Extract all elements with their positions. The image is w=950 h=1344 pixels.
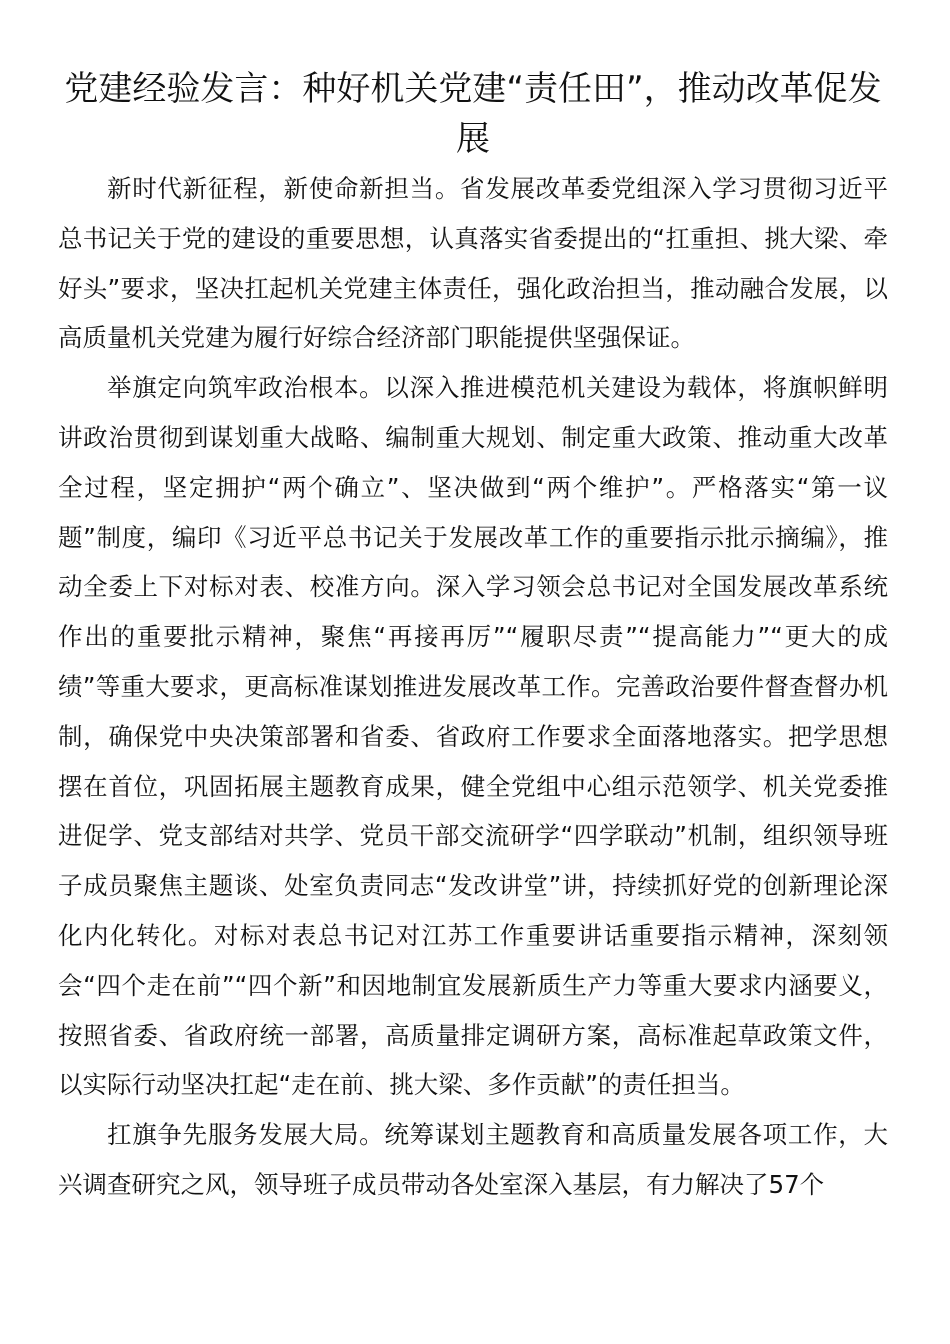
document-title: 党建经验发言：种好机关党建“责任田”，推动改革促发展 — [64, 69, 882, 159]
document-page — [58, 64, 888, 1210]
paragraph-political-foundation: 举旗定向筑牢政治根本。以深入推进模范机关建设为载体，将旗帜鲜明讲政治贯彻到谋划重大战略、编制重大规划、制定重大政策、推动重大改革全过程，坚定拥护“两个确立”、坚决做到“两个维护”。严格落实“第一议题”制度，编印《习近平总书记关于发展改革工作的重要指示批示摘编》，推动全委上下对标对表、校准方向。深入学习领会总书记对全国发展改革系统作出的重要批示精神，聚焦“再接再厉”“履职尽责”“提高能力”“更大的成绩”等重大要求，更高标准谋划推进发展改革工作。完善政治要件督查督办机制，确保党中央决策部署和省委、省政府工作要求全面落地落实。把学思想摆在首位，巩固拓展主题教育成果，健全党组中心组示范领学、机关党委推进促学、党支部结对共学、党员干部交流研学“四学联动”机制，组织领导班子成员聚焦主题谈、处室负责同志“发改讲堂”讲，持续抓好党的创新理论深化内化转化。对标对表总书记对江苏工作重要讲话重要指示精神，深刻领会“四个走在前”“四个新”和因地制宜发展新质生产力等重大要求内涵要义，按照省委、省政府统一部署，高质量排定调研方案，高标准起草政策文件，以实际行动坚决扛起“走在前、挑大梁、多作贡献”的责任担当。 — [58, 373, 888, 1100]
paragraph-serve-development: 扛旗争先服务发展大局。统筹谋划主题教育和高质量发展各项工作，大兴调查研究之风，领导班子成员带动各处室深入基层，有力解决了57个 — [58, 1120, 888, 1199]
paragraph-intro: 新时代新征程，新使命新担当。省发展改革委党组深入学习贯彻习近平总书记关于党的建设的重要思想，认真落实省委提出的“扛重担、挑大梁、牵好头”要求，坚决扛起机关党建主体责任，强化政治担当，推动融合发展，以高质量机关党建为履行好综合经济部门职能提供坚强保证。 — [58, 174, 888, 353]
